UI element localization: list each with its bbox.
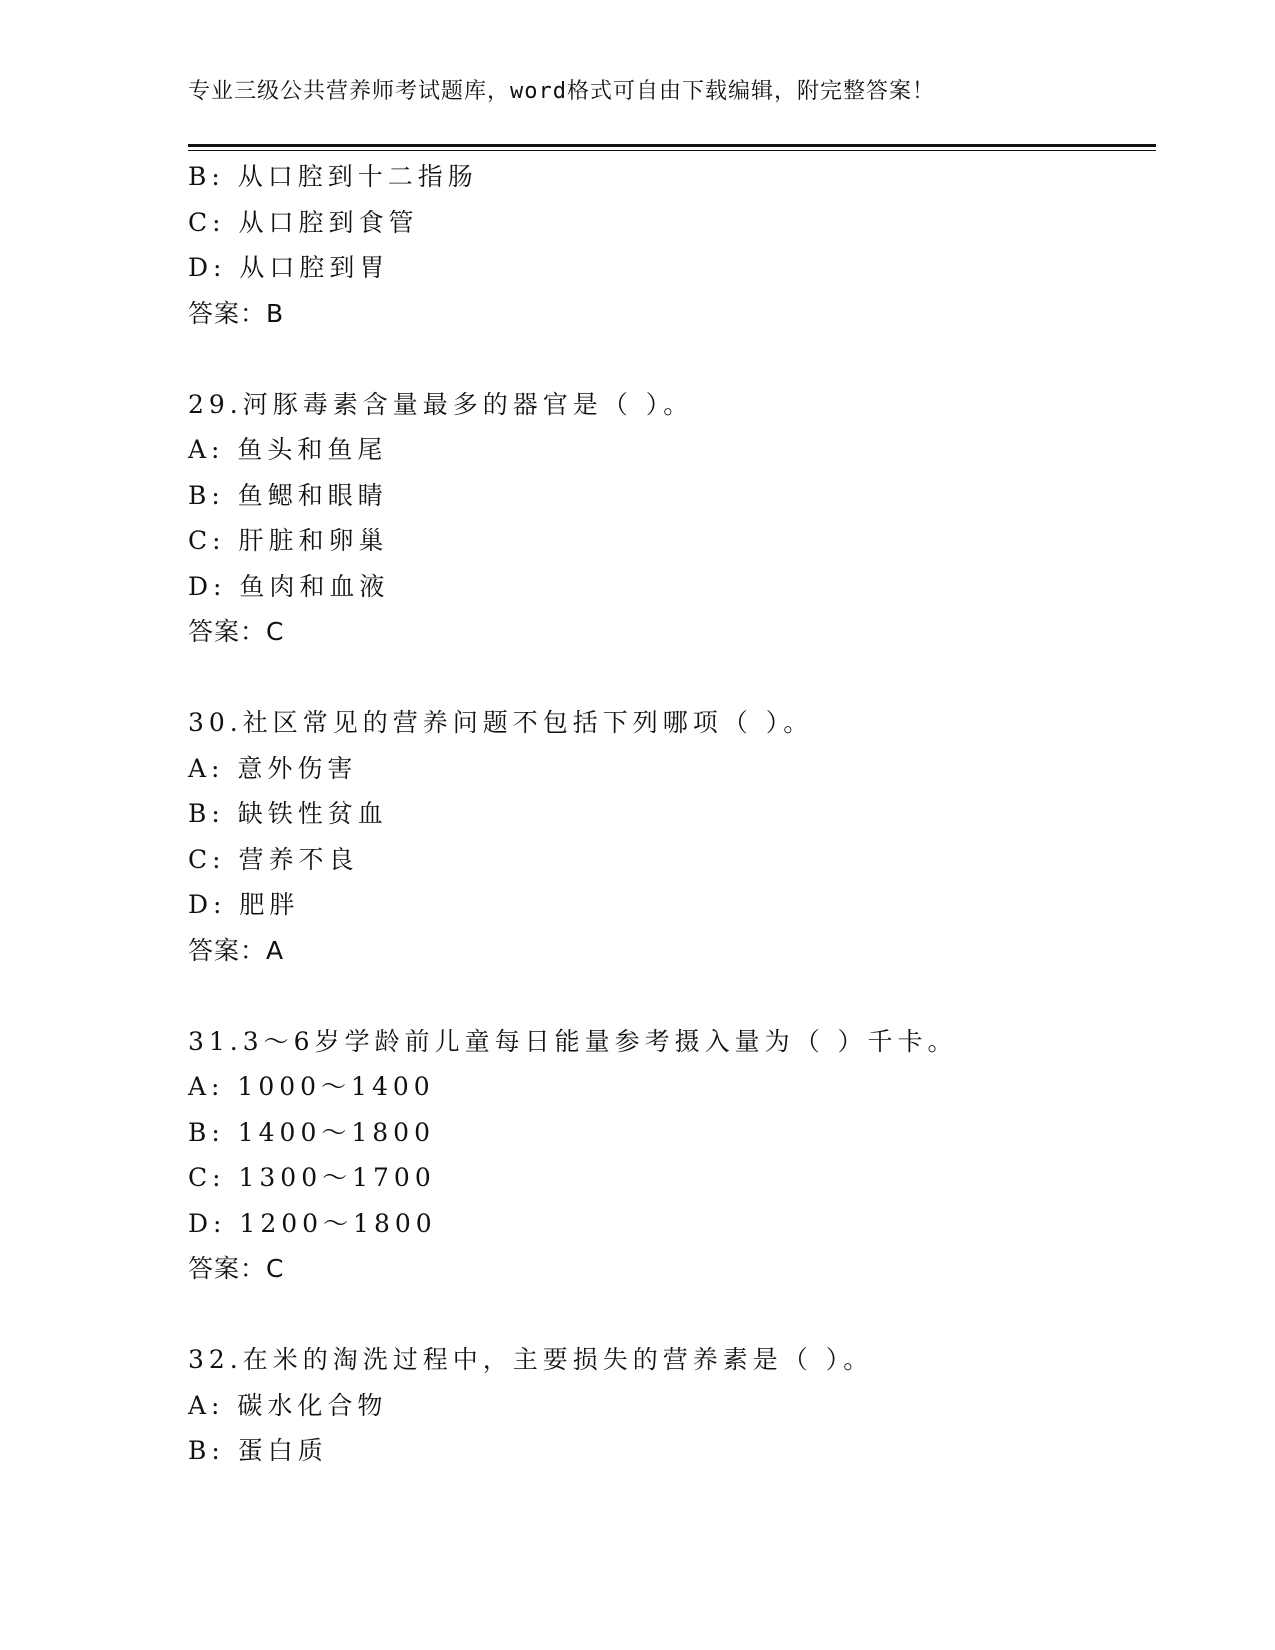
option-line: A: 1000～1400 <box>188 1072 435 1101</box>
option-line: C: 肝脏和卵巢 <box>188 526 389 555</box>
question-line: 32.在米的淘洗过程中，主要损失的营养素是（ ）。 <box>188 1345 874 1374</box>
option-line: D: 1200～1800 <box>188 1208 437 1238</box>
question-gap <box>188 973 1148 1019</box>
page-header: 专业三级公共营养师考试题库，word格式可自由下载编辑，附完整答案！ <box>188 79 935 104</box>
option-line: B: 缺铁性贫血 <box>188 799 388 828</box>
header-divider-thin <box>188 150 1156 151</box>
option-line: B: 1400～1800 <box>188 1117 435 1147</box>
option-line: C: 1300～1700 <box>188 1163 436 1192</box>
option-line: C: 从口腔到食管 <box>188 207 419 237</box>
option-line: A: 鱼头和鱼尾 <box>188 435 388 464</box>
option-line: D: 肥胖 <box>188 890 300 919</box>
option-line: C: 营养不良 <box>188 844 359 874</box>
answer-line: 答案：A <box>188 935 285 965</box>
option-line: B: 鱼鳃和眼睛 <box>188 480 388 510</box>
question-line: 31.3～6岁学龄前儿童每日能量参考摄入量为（ ）千卡。 <box>188 1026 958 1056</box>
question-gap <box>188 1292 1148 1338</box>
question-line: 29.河豚毒素含量最多的器官是（ ）。 <box>188 389 694 419</box>
question-gap <box>188 655 1148 701</box>
question-list <box>188 154 1148 1474</box>
question-line: 30.社区常见的营养问题不包括下列哪项（ ）。 <box>188 708 814 737</box>
question-gap <box>188 336 1148 382</box>
option-line: A: 碳水化合物 <box>188 1390 388 1420</box>
option-line: D: 鱼肉和血液 <box>188 571 390 601</box>
option-line: B: 从口腔到十二指肠 <box>188 162 478 191</box>
option-line: D: 从口腔到胃 <box>188 253 390 282</box>
header-divider-thick <box>188 144 1156 147</box>
option-line: B: 蛋白质 <box>188 1436 328 1465</box>
answer-line: 答案：C <box>188 617 285 646</box>
answer-line: 答案：B <box>188 298 285 328</box>
answer-line: 答案：C <box>188 1254 285 1283</box>
option-line: A: 意外伤害 <box>188 753 358 783</box>
